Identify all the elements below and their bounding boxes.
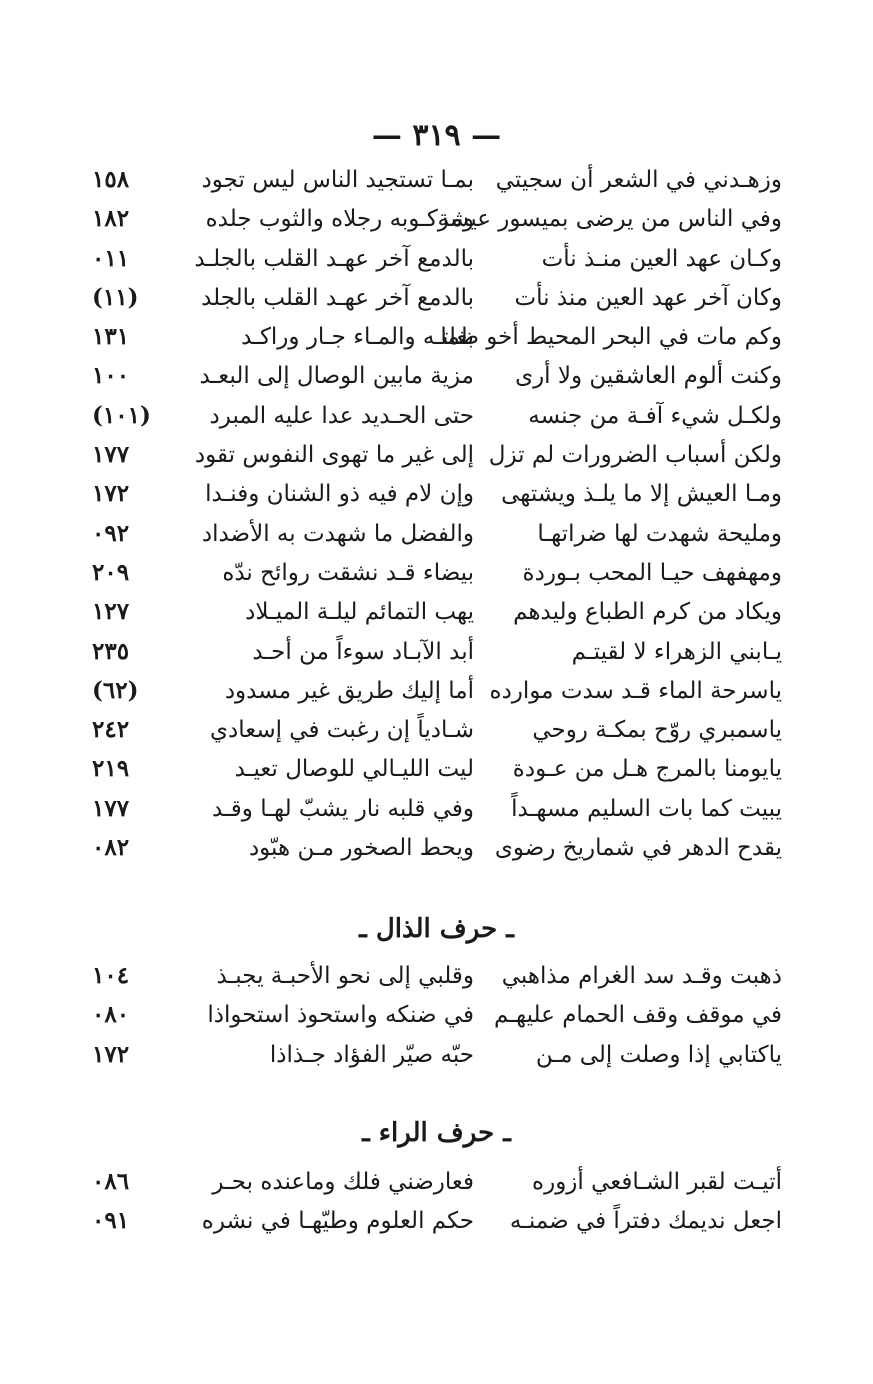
verse-second-hemistich: وفي قلبه نار يشبّ لهـا وقـد bbox=[212, 795, 474, 822]
verse-first-hemistich: ويكاد من كرم الطباع وليدهم bbox=[513, 599, 782, 626]
verse-first-hemistich: ومـا العيش إلا ما يلـذ ويشتهى bbox=[501, 481, 782, 508]
verse-reference-number: ٢١٩ bbox=[92, 755, 130, 783]
page-number: — ٣١٩ — bbox=[371, 118, 502, 153]
verse-row bbox=[92, 1041, 782, 1080]
verse-reference-number: ٠٩٢ bbox=[92, 519, 130, 547]
verse-first-hemistich: يبيت كما بات السليم مسهـداً bbox=[511, 795, 782, 822]
verse-first-hemistich: وكـان عهد العين منـذ نأت bbox=[541, 245, 782, 272]
verse-second-hemistich: وإن لام فيه ذو الشنان وفنـدا bbox=[205, 481, 474, 508]
verse-second-hemistich: ومركـوبه رجلاه والثوب جلده bbox=[205, 206, 474, 233]
verse-row bbox=[92, 677, 782, 716]
verse-first-hemistich: وكنت ألوم العاشقين ولا أرى bbox=[515, 363, 782, 390]
verse-reference-number: ٠٨٠ bbox=[92, 1001, 130, 1029]
verse-first-hemistich: اجعل نديمك دفتراً في ضمنـه bbox=[509, 1208, 782, 1235]
verse-row bbox=[92, 402, 782, 441]
verse-row bbox=[92, 1168, 782, 1207]
verse-row bbox=[92, 962, 782, 1001]
verse-reference-number: ٢٣٥ bbox=[92, 637, 130, 665]
verse-reference-number: (١٠١) bbox=[92, 401, 151, 429]
verse-second-hemistich: حكم العلوم وطيّهـا في نشره bbox=[201, 1208, 474, 1235]
verse-row bbox=[92, 245, 782, 284]
verse-row bbox=[92, 520, 782, 559]
verse-reference-number: ٢٠٩ bbox=[92, 558, 130, 586]
verse-second-hemistich: يهب التمائم ليلـة الميـلاد bbox=[245, 599, 474, 626]
verse-first-hemistich: يايومنا بالمرج هـل من عـودة bbox=[512, 756, 782, 783]
verse-first-hemistich: وفي الناس من يرضى بميسور عيشة bbox=[437, 206, 782, 233]
verse-second-hemistich: بالدمع آخر عهـد القلب بالجلـد bbox=[194, 245, 474, 272]
verse-second-hemistich: مزية مابين الوصال إلى البعـد bbox=[199, 363, 474, 390]
verse-reference-number: (١١) bbox=[92, 283, 139, 311]
verse-row bbox=[92, 1001, 782, 1040]
verse-second-hemistich: أما إليك طريق غير مسدود bbox=[224, 677, 474, 704]
verse-list-dal bbox=[92, 166, 782, 873]
verse-row bbox=[92, 755, 782, 794]
verse-first-hemistich: ذهبت وقـد سد الغرام مذاهبي bbox=[501, 963, 782, 989]
verse-row bbox=[92, 480, 782, 519]
verse-reference-number: ١٨٢ bbox=[92, 205, 130, 233]
verse-reference-number: ٠٨٢ bbox=[92, 834, 130, 862]
verse-row bbox=[92, 559, 782, 598]
verse-first-hemistich: ومليحة شهدت لها ضراتهـا bbox=[537, 520, 782, 547]
verse-second-hemistich: إلى غير ما تهوى النفوس تقود bbox=[194, 442, 474, 469]
verse-reference-number: ١٢٧ bbox=[92, 598, 130, 626]
verse-second-hemistich: أبد الآبـاد سوءاً من أحـد bbox=[252, 638, 474, 665]
verse-row bbox=[92, 834, 782, 873]
verse-row bbox=[92, 323, 782, 362]
verse-row bbox=[92, 638, 782, 677]
verse-second-hemistich: وقلبي إلى نحو الأحبـة يجبـذ bbox=[216, 963, 474, 989]
verse-first-hemistich: ياسمبري روّح بمكـة روحي bbox=[532, 717, 782, 744]
verse-reference-number: ١٥٨ bbox=[92, 166, 130, 193]
verse-list-ra bbox=[92, 1168, 782, 1247]
verse-first-hemistich: ومهفهف حيـا المحب بـوردة bbox=[522, 559, 782, 586]
verse-first-hemistich: ياسرحة الماء قـد سدت موارده bbox=[489, 677, 782, 704]
verse-second-hemistich: بيضاء قـد نشقت روائح ندّه bbox=[222, 559, 474, 586]
verse-reference-number: ١٠٠ bbox=[92, 362, 130, 390]
verse-second-hemistich: ويحط الصخور مـن هبّود bbox=[248, 835, 474, 862]
verse-first-hemistich: ولكـل شيء آفـة من جنسه bbox=[528, 402, 782, 429]
verse-second-hemistich: بمـا تستجيد الناس ليس تجود bbox=[201, 167, 474, 193]
verse-first-hemistich: وكم مات في البحر المحيط أخو ظما bbox=[440, 324, 782, 351]
verse-reference-number: (٦٢) bbox=[92, 676, 139, 704]
verse-first-hemistich: وكان آخر عهد العين منذ نأت bbox=[514, 284, 782, 311]
verse-reference-number: ٢٤٢ bbox=[92, 716, 130, 744]
verse-second-hemistich: حتى الحـديد عدا عليه المبرد bbox=[209, 402, 474, 429]
verse-row bbox=[92, 441, 782, 480]
verse-row bbox=[92, 205, 782, 244]
verse-reference-number: ٠٩١ bbox=[92, 1207, 130, 1235]
verse-reference-number: ٠١١ bbox=[92, 244, 130, 272]
verse-reference-number: ١٧٧ bbox=[92, 441, 130, 469]
verse-second-hemistich: بالدمع آخر عهـد القلب بالجلد bbox=[201, 284, 474, 311]
verse-first-hemistich: أتيـت لقبر الشـافعي أزوره bbox=[532, 1169, 782, 1195]
verse-row bbox=[92, 716, 782, 755]
verse-row bbox=[92, 166, 782, 205]
verse-second-hemistich: بغلتـه والمـاء جـار وراكـد bbox=[241, 324, 474, 351]
verse-second-hemistich: في ضنكه واستحوذ استحواذا bbox=[207, 1002, 474, 1029]
verse-first-hemistich: يـابني الزهراء لا لقيتـم bbox=[571, 638, 782, 665]
section-heading-dhal: ـ حرف الذال ـ bbox=[359, 914, 514, 944]
verse-reference-number: ١٣١ bbox=[92, 323, 130, 351]
verse-reference-number: ١٠٤ bbox=[92, 962, 130, 989]
verse-second-hemistich: حبّه صيّر الفؤاد جـذاذا bbox=[269, 1041, 474, 1068]
verse-first-hemistich: ياكتابي إذا وصلت إلى مـن bbox=[535, 1041, 782, 1068]
verse-reference-number: ١٧٢ bbox=[92, 1040, 130, 1068]
verse-first-hemistich: في موقف وقف الحمام عليهـم bbox=[493, 1002, 782, 1029]
verse-row bbox=[92, 284, 782, 323]
verse-first-hemistich: وزهـدني في الشعر أن سجيتي bbox=[495, 167, 782, 193]
section-heading-ra: ـ حرف الراء ـ bbox=[362, 1118, 511, 1148]
verse-reference-number: ١٧٢ bbox=[92, 480, 130, 508]
verse-first-hemistich: ولكن أسباب الضرورات لم تزل bbox=[488, 442, 782, 469]
verse-row bbox=[92, 795, 782, 834]
verse-reference-number: ٠٨٦ bbox=[92, 1168, 130, 1195]
verse-row bbox=[92, 598, 782, 637]
verse-first-hemistich: يقدح الدهر في شماريخ رضوى bbox=[494, 835, 782, 862]
verse-reference-number: ١٧٧ bbox=[92, 794, 130, 822]
verse-row bbox=[92, 362, 782, 401]
verse-second-hemistich: فعارضني فلك وماعنده بحـر bbox=[212, 1169, 474, 1195]
verse-second-hemistich: شـادياً إن رغبت في إسعادي bbox=[209, 717, 474, 744]
verse-second-hemistich: ليت الليـالي للوصال تعيـد bbox=[234, 756, 474, 783]
verse-row bbox=[92, 1207, 782, 1246]
verse-second-hemistich: والفضل ما شهدت به الأضداد bbox=[201, 520, 474, 547]
verse-list-dhal bbox=[92, 962, 782, 1080]
